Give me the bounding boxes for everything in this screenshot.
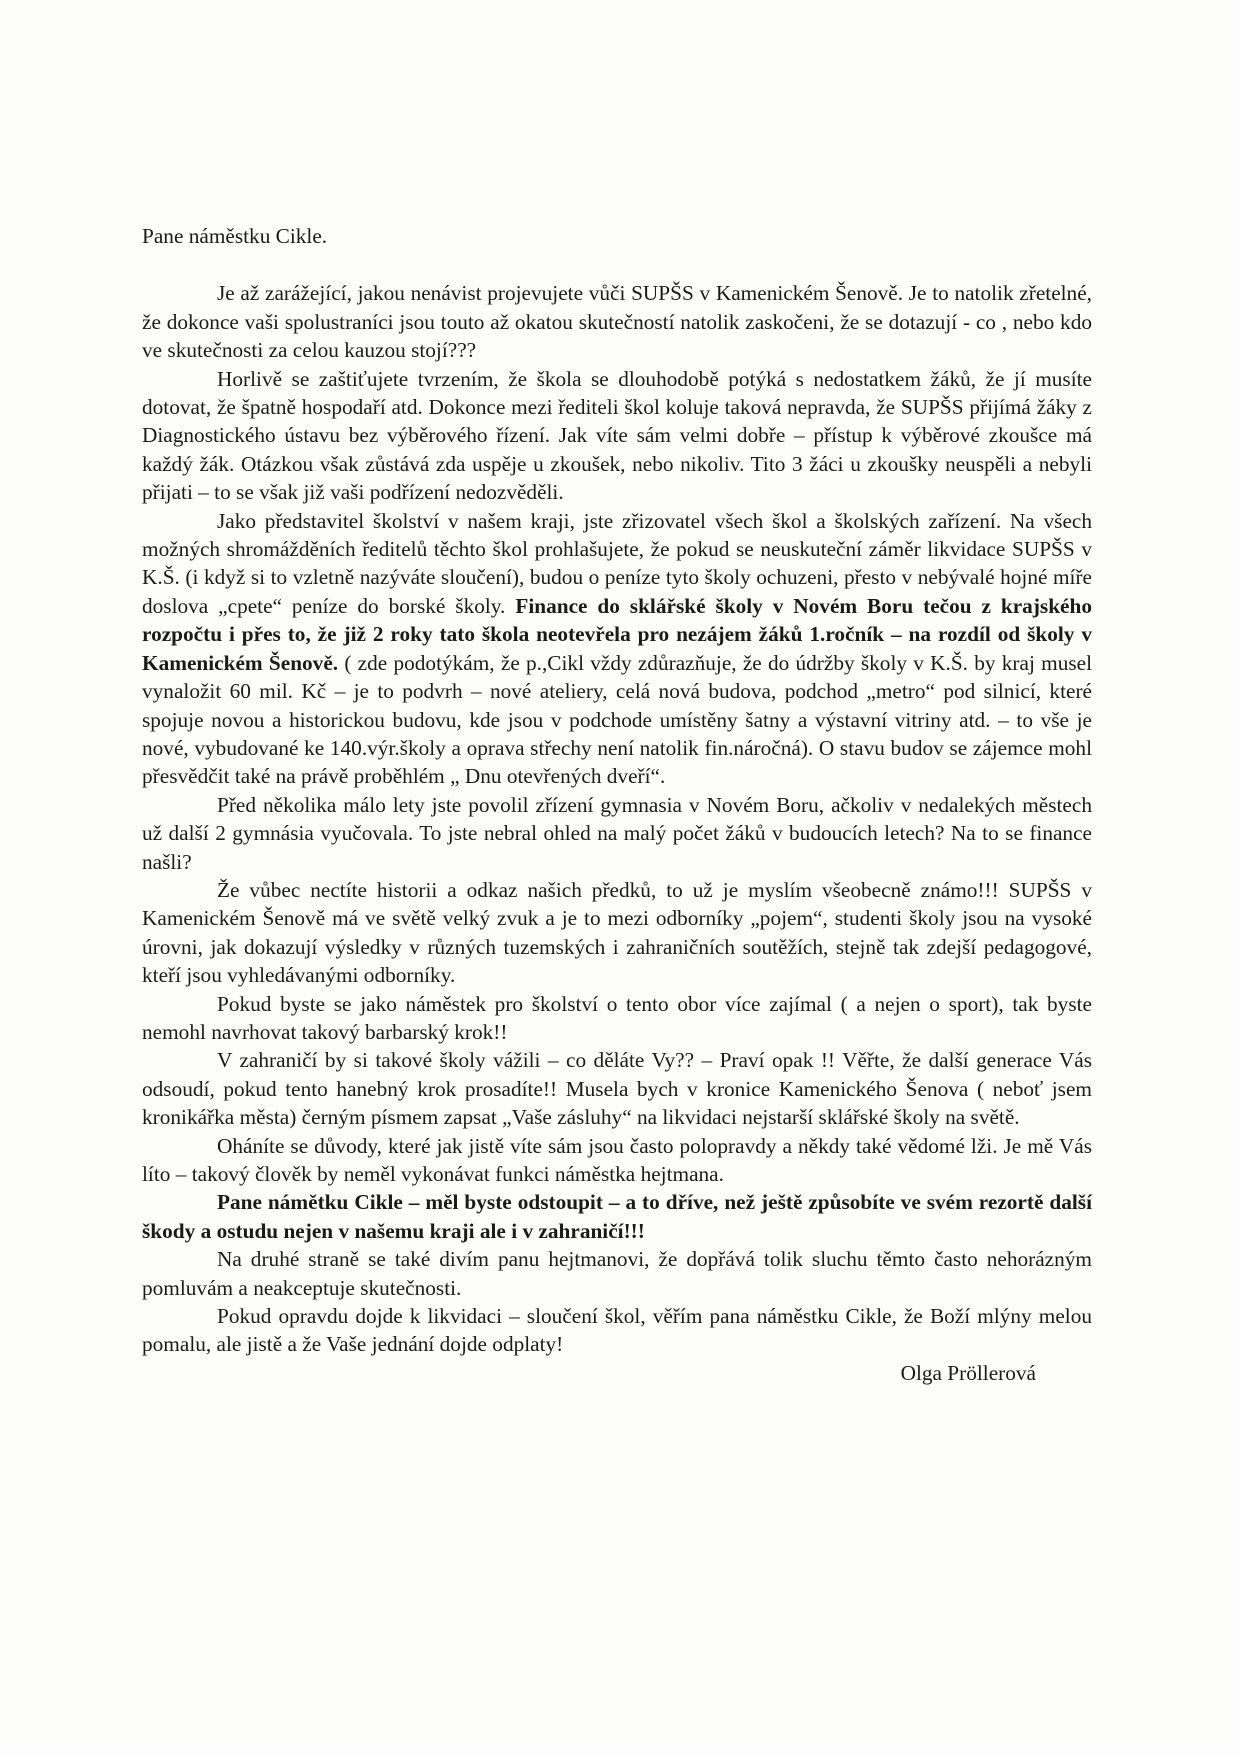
letter-body	[142, 222, 1092, 1387]
paragraph-3	[142, 507, 1092, 791]
paragraph-5: Že vůbec nectíte historii a odkaz našich předků, to už je myslím všeobecně známo!!! SUPŠS v Kamenickém Šenově má ve světě velký zvuk a je to mezi odborníky „pojem“, studenti školy jsou na vysoké úrovni, jak dokazují výsledky v různých tuzemských i zahraničních soutěžích, stejně tak zdejší pedagogové, kteří jsou vyhledávanými odborníky.	[142, 877, 1092, 988]
paragraph-6: Pokud byste se jako náměstek pro školství o tento obor více zajímal ( a nejen o sport), tak byste nemohl navrhovat takový barbarský krok!!	[142, 991, 1092, 1044]
paragraph-10: Na druhé straně se také divím panu hejtmanovi, že dopřává tolik sluchu těmto často nehorázným pomluvám a neakceptuje skutečnosti.	[142, 1247, 1092, 1300]
paragraph-3-start: Jako představitel školství v našem kraji, jste zřizovatel všech škol a školských zařízení. Na všech možných shromážděních ředitelů těchto škol prohlašujete, že pokud se neuskuteční záměr likvidace SUPŠS v K.Š. (i když si to vzletně nazýváte sloučení), budou o peníze tyto školy ochuzeni, přesto v nebývalé hojné míře doslova „cpete“ peníze do borské školy.	[142, 508, 1092, 618]
paragraph-3-end: ( zde podotýkám, že p.,Cikl vždy zdůrazňuje, že do údržby školy v K.Š. by kraj musel vynaložit 60 mil. Kč – je to podvrh – nové ateliery, celá nová budova, podchod „metro“ pod silnicí, které spojuje novou a historickou budovu, kde jsou v podchode umístěny šatny a výstavní vitriny atd. – to vše je nové, vybudované ke 140.výr.školy a oprava střechy není natolik fin.náročná). O stavu budov se zájemce mohl přesvědčit také na právě proběhlém „ Dnu otevřených dveří“.	[142, 650, 1092, 789]
paragraph-11: Pokud opravdu dojde k likvidaci – sloučení škol, věřím pana náměstku Cikle, že Boží mlýny melou pomalu, ale jistě a že Vaše jednání dojde odplaty!	[142, 1304, 1092, 1357]
paragraph-9-bold: Pane námětku Cikle – měl byste odstoupit – a to dříve, než ještě způsobíte ve svém rezortě další škody a ostudu nejen v našemu kraji ale i v zahraničí!!!	[142, 1190, 1092, 1243]
paragraph-2: Horlivě se zaštiťujete tvrzením, že škola se dlouhodobě potýká s nedostatkem žáků, že jí musíte dotovat, že špatně hospodaří atd. Dokonce mezi řediteli škol koluje taková nepravda, že SUPŠS přijímá žáky z Diagnostického ústavu bez výběrového řízení. Jak víte sám velmi dobře – přístup k výběrové zkoušce má každý žák. Otázkou však zůstává zda uspěje u zkoušek, nebo nikoliv. Tito 3 žáci u zkoušky neuspěli a nebyli přijati – to se však již vaši podřízení nedozvěděli.	[142, 366, 1092, 505]
paragraph-3-bold: Finance do sklářské školy v Novém Boru tečou z krajského rozpočtu i přes to, že již 2 roky tato škola neotevřela pro nezájem žáků 1.ročník – na rozdíl od školy v Kamenickém Šenově.	[142, 593, 1092, 675]
paragraph-4: Před několika málo lety jste povolil zřízení gymnasia v Novém Boru, ačkoliv v nedalekých městech už další 2 gymnásia vyučovala. To jste nebral ohled na malý počet žáků v budoucích letech? Na to se finance našli?	[142, 792, 1092, 874]
paragraph-8: Oháníte se důvody, které jak jistě víte sám jsou často polopravdy a někdy také vědomé lži. Je mě Vás líto – takový člověk by neměl vykonávat funkci náměstka hejtmana.	[142, 1133, 1092, 1186]
paragraph-7: V zahraničí by si takové školy vážili – co děláte Vy?? – Praví opak !! Věřte, že další generace Vás odsoudí, pokud tento hanebný krok prosadíte!! Musela bych v kronice Kamenického Šenova ( neboť jsem kronikářka města) černým písmem zapsat „Vaše zásluhy“ na likvidaci nejstarší sklářské školy na světě.	[142, 1048, 1092, 1130]
paragraph-1: Je až zarážející, jakou nenávist projevujete vůči SUPŠS v Kamenickém Šenově. Je to natolik zřetelné, že dokonce vaši spolustraníci jsou touto až okatou skutečností natolik zaskočeni, že se dotazují - co , nebo kdo ve skutečnosti za celou kauzou stojí???	[142, 281, 1092, 363]
signature: Olga Pröllerová	[900, 1360, 1036, 1385]
salutation: Pane náměstku Cikle.	[142, 224, 328, 248]
